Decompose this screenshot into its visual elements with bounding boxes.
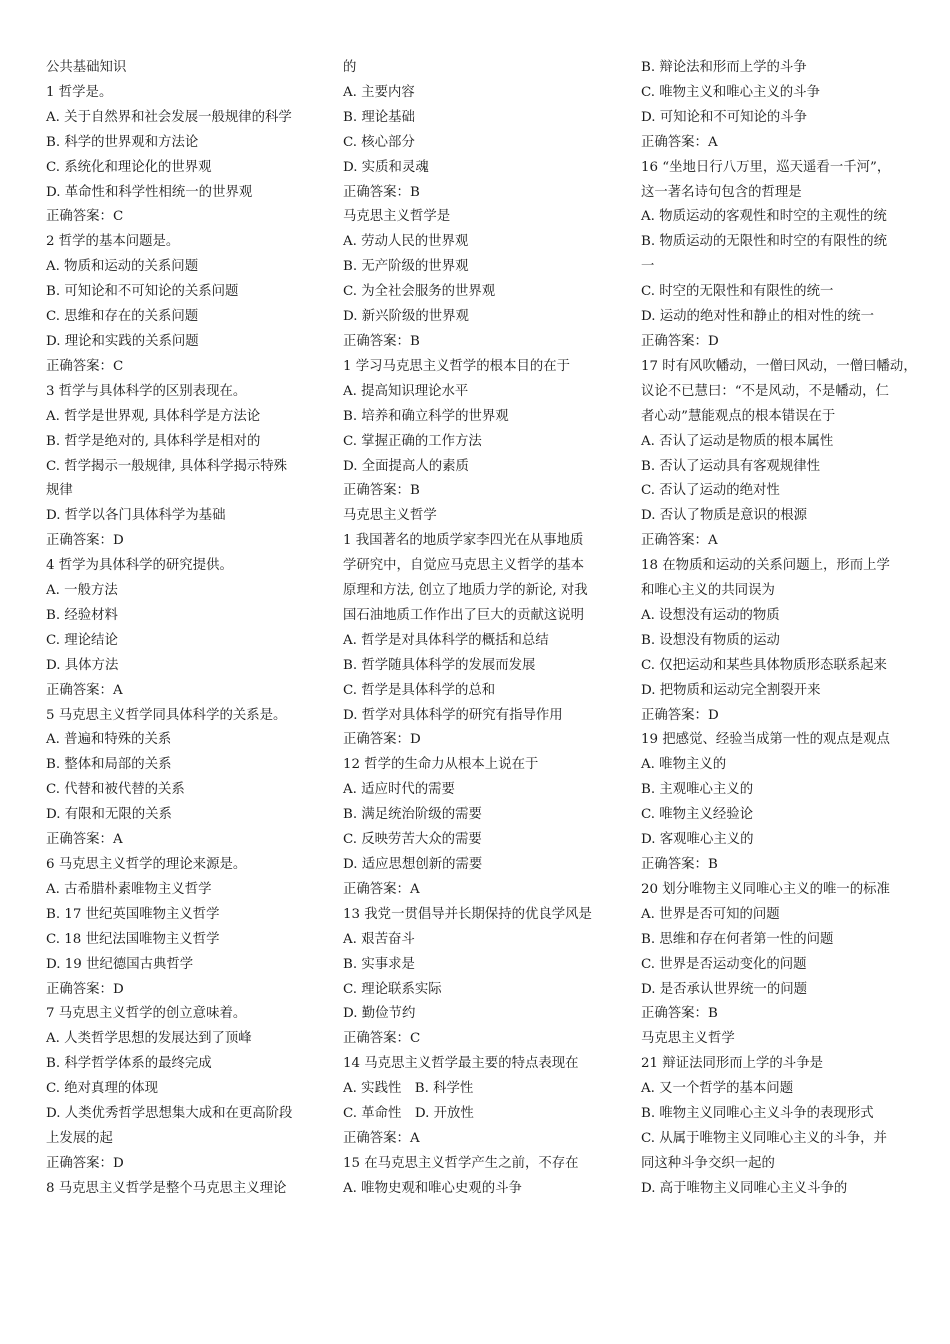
text-line: 20 划分唯物主义同唯心主义的唯一的标准 [641,881,890,897]
text-line: B. 无产阶级的世界观 [343,259,469,275]
text-line: 这一著名诗句包含的哲理是 [641,184,802,200]
text-line: 公共基础知识 [46,60,127,75]
text-line: D. 高于唯物主义同唯心主义斗争的 [641,1180,848,1196]
text-line: B. 主观唯心主义的 [641,782,754,798]
text-line: A. 艰苦奋斗 [343,931,415,947]
text-line: A. 人类哲学思想的发展达到了顶峰 [46,1031,252,1047]
text-line: A. 实践性 B. 科学性 [343,1081,474,1097]
text-line: B. 哲学是绝对的, 具体科学是相对的 [46,433,261,449]
text-line: B. 科学哲学体系的最终完成 [46,1056,212,1072]
text-line: 议论不已慧曰：“不是风动，不是幡动，仁 [641,383,889,399]
text-line: 正确答案：C [343,1031,421,1047]
text-line: A. 主要内容 [343,84,415,100]
text-line: 正确答案：D [46,1155,124,1171]
text-line: A. 唯物史观和唯心史观的斗争 [343,1180,522,1196]
text-line: 上发展的起 [46,1130,113,1146]
text-line: C. 仅把运动和某些具体物质形态联系起来 [641,657,887,673]
text-line: 正确答案：B [343,483,420,499]
text-line: C. 理论结论 [46,632,118,648]
text-line: 正确答案：B [343,184,420,200]
text-line: 8 马克思主义哲学是整个马克思主义理论 [46,1180,287,1196]
text-line: 4 哲学为具体科学的研究提供。 [46,558,233,574]
text-line: 正确答案：C [46,358,124,374]
text-line: A. 世界是否可知的问题 [641,906,780,922]
text-line: D. 哲学以各门具体科学为基础 [46,508,226,524]
text-line: A. 提高知识理论水平 [343,383,469,399]
text-line: 马克思主义哲学 [343,508,437,524]
text-line: 17 时有风吹幡动，一僧曰风动，一僧曰幡动， [641,358,917,374]
text-line: A. 哲学是世界观, 具体科学是方法论 [46,408,261,424]
text-line: A. 又一个哲学的基本问题 [641,1081,794,1097]
text-line: B. 可知论和不可知论的关系问题 [46,284,239,300]
text-line: A. 适应时代的需要 [343,782,455,798]
text-line: C. 世界是否运动变化的问题 [641,956,807,972]
text-line: 规律 [46,483,73,499]
text-line: D. 适应思想创新的需要 [343,857,483,872]
text-line: 1 学习马克思主义哲学的根本目的在于 [343,358,571,374]
text-line: A. 设想没有运动的物质 [641,607,780,623]
text-line: D. 有限和无限的关系 [46,807,172,823]
text-line: 马克思主义哲学 [641,1031,735,1047]
text-line: 正确答案：D [46,981,124,997]
text-line: B. 唯物主义同唯心主义斗争的表现形式 [641,1106,874,1122]
text-line: 者心动”慧能观点的根本错误在于 [641,408,836,424]
text-line: D. 19 世纪德国古典哲学 [46,956,194,972]
text-line: 正确答案：D [641,333,719,349]
text-line: 正确答案：A [343,881,420,897]
text-line: 正确答案：A [641,533,718,549]
text-line: B. 理论基础 [343,109,415,125]
text-line: A. 否认了运动是物质的根本属性 [641,433,834,449]
text-line: 正确答案：D [46,533,124,549]
text-line: C. 哲学是具体科学的总和 [343,682,496,698]
text-line: A. 古希腊朴素唯物主义哲学 [46,881,212,897]
text-line: B. 17 世纪英国唯物主义哲学 [46,906,220,922]
text-line: D. 否认了物质是意识的根源 [641,508,808,524]
text-line: 19 把感觉、经验当成第一性的观点是观点 [641,732,890,748]
text-line: D. 是否承认世界统一的问题 [641,981,808,997]
text-line: C. 绝对真理的体现 [46,1081,159,1097]
text-line: A. 劳动人民的世界观 [343,234,469,250]
text-line: 正确答案：A [46,682,123,698]
text-line: 和唯心主义的共同误为 [641,583,775,599]
text-line: 同这种斗争交织一起的 [641,1155,775,1171]
text-line: B. 实事求是 [343,956,415,972]
text-line: B. 培养和确立科学的世界观 [343,408,509,424]
text-line: 6 马克思主义哲学的理论来源是。 [46,857,247,872]
text-line: 正确答案：B [641,857,718,872]
text-line: C. 代替和被代替的关系 [46,782,185,798]
text-line: B. 物质运动的无限性和时空的有限性的统 [641,234,887,250]
text-line: A. 物质和运动的关系问题 [46,259,199,275]
text-line: 3 哲学与具体科学的区别表现在。 [46,383,247,399]
text-line: A. 关于自然界和社会发展一般规律的科学 [46,109,292,125]
text-line: 14 马克思主义哲学最主要的特点表现在 [343,1056,579,1072]
text-line: 正确答案：D [343,732,421,748]
text-line: B. 辩论法和形而上学的斗争 [641,60,807,75]
text-line: 1 我国著名的地质学家李四光在从事地质 [343,533,584,549]
text-column-3 [641,56,917,1202]
text-line: 一 [641,259,655,275]
text-line: C. 哲学揭示一般规律, 具体科学揭示特殊 [46,458,288,474]
text-line: 正确答案：B [641,1006,718,1022]
text-line: 2 哲学的基本问题是。 [46,234,180,250]
text-line: 正确答案：D [641,707,719,723]
text-line: 21 辩证法同形而上学的斗争是 [641,1056,823,1072]
text-line: C. 时空的无限性和有限性的统一 [641,284,834,300]
text-line: 的 [343,60,357,75]
text-line: C. 唯物主义和唯心主义的斗争 [641,84,820,100]
text-line: A. 哲学是对具体科学的概括和总结 [343,632,549,648]
text-line: C. 唯物主义经验论 [641,807,754,823]
text-line: B. 否认了运动具有客观规律性 [641,458,821,474]
text-line: B. 整体和局部的关系 [46,757,172,773]
text-line: 原理和方法, 创立了地质力学的新论, 对我 [343,583,588,599]
text-line: A. 唯物主义的 [641,757,727,773]
text-line: B. 哲学随具体科学的发展而发展 [343,657,536,673]
text-line: D. 具体方法 [46,657,119,673]
text-line: D. 理论和实践的关系问题 [46,333,199,349]
text-line: 12 哲学的生命力从根本上说在于 [343,757,539,773]
text-line: B. 设想没有物质的运动 [641,632,780,648]
text-line: 正确答案：A [641,134,718,150]
text-line: D. 哲学对具体科学的研究有指导作用 [343,707,563,723]
text-line: B. 经验材料 [46,607,118,623]
text-line: 13 我党一贯倡导并长期保持的优良学风是 [343,906,592,922]
text-line: C. 理论联系实际 [343,981,442,997]
text-line: 国石油地质工作作出了巨大的贡献这说明 [343,607,585,623]
text-line: 正确答案：A [46,832,123,848]
text-line: B. 科学的世界观和方法论 [46,134,199,150]
text-line: C. 系统化和理论化的世界观 [46,159,212,175]
text-line: B. 满足统治阶级的需要 [343,807,482,823]
text-line: C. 反映劳苦大众的需要 [343,832,482,848]
text-line: D. 可知论和不可知论的斗争 [641,109,808,125]
text-line: 7 马克思主义哲学的创立意味着。 [46,1006,247,1022]
text-line: C. 为全社会服务的世界观 [343,284,496,300]
text-line: A. 一般方法 [46,583,118,599]
text-line: C. 18 世纪法国唯物主义哲学 [46,931,220,947]
text-line: 15 在马克思主义哲学产生之前，不存在 [343,1155,579,1171]
text-line: 1 哲学是。 [46,84,113,100]
text-column-2 [343,56,611,1202]
text-line: 正确答案：A [343,1130,420,1146]
text-column-1 [46,56,314,1202]
text-line: B. 思维和存在何者第一性的问题 [641,931,834,947]
text-line: D. 革命性和科学性相统一的世界观 [46,184,253,200]
text-line: D. 全面提高人的素质 [343,458,469,474]
text-line: D. 勤俭节约 [343,1006,416,1022]
text-line: 正确答案：B [343,333,420,349]
text-line: C. 思维和存在的关系问题 [46,309,199,325]
text-line: D. 客观唯心主义的 [641,832,754,848]
text-line: 正确答案：C [46,209,124,225]
text-line: 5 马克思主义哲学同具体科学的关系是。 [46,707,287,723]
text-line: A. 物质运动的客观性和时空的主观性的统 [641,209,887,225]
text-line: 18 在物质和运动的关系问题上，形而上学 [641,558,890,574]
text-line: D. 运动的绝对性和静止的相对性的统一 [641,309,875,325]
text-line: C. 否认了运动的绝对性 [641,483,780,499]
text-line: C. 核心部分 [343,134,415,150]
text-line: 16 “坐地日行八万里，巡天遥看一千河”， [641,159,891,175]
text-line: 马克思主义哲学是 [343,209,451,225]
text-line: C. 掌握正确的工作方法 [343,433,482,449]
text-line: D. 人类优秀哲学思想集大成和在更高阶段 [46,1106,293,1122]
text-line: D. 新兴阶级的世界观 [343,309,469,325]
text-line: 学研究中，自觉应马克思主义哲学的基本 [343,558,585,574]
text-line: C. 革命性 D. 开放性 [343,1106,474,1122]
text-line: C. 从属于唯物主义同唯心主义的斗争，并 [641,1130,887,1146]
text-line: D. 把物质和运动完全割裂开来 [641,682,821,698]
text-line: A. 普遍和特殊的关系 [46,732,172,748]
text-line: D. 实质和灵魂 [343,159,429,175]
